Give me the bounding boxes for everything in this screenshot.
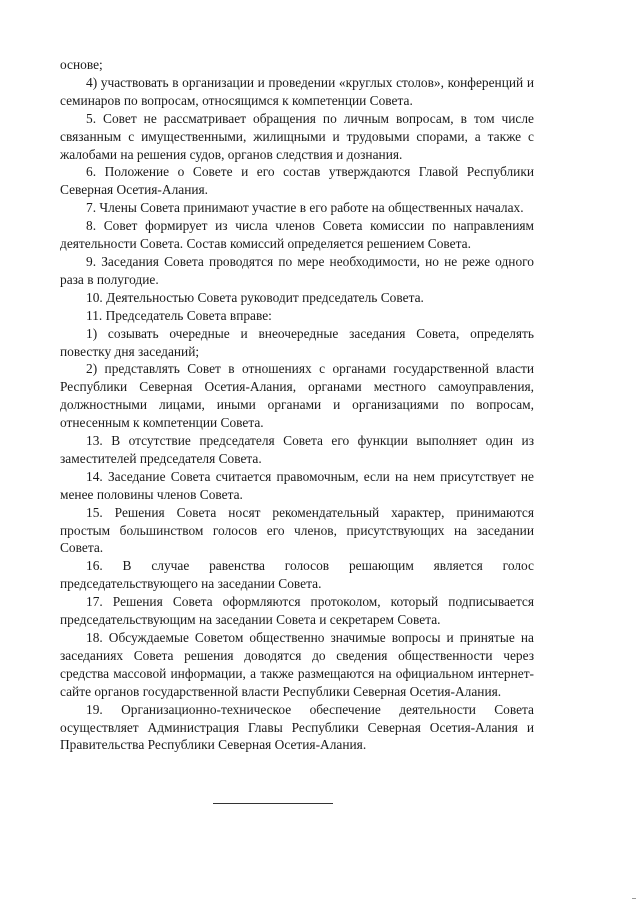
paragraph-11-item-1: 1) созывать очередные и внеочередные заседания Совета, определять повестку дня заседаний; (60, 325, 534, 359)
paragraph-9: 9. Заседания Совета проводятся по мере необходимости, но не реже одного раза в полугодие. (60, 253, 534, 287)
paragraph-item-4: 4) участвовать в организации и проведении «круглых столов», конференций и семинаров по вопросам, относящимся к компетенции Совета. (60, 74, 534, 108)
paragraph-10: 10. Деятельностью Совета руководит председатель Совета. (86, 289, 424, 305)
paragraph-14: 14. Заседание Совета считается правомочным, если на нем присутствует не менее половины членов Совета. (60, 468, 534, 502)
paragraph-8: 8. Совет формирует из числа членов Совета комиссии по направлениям деятельности Совета. Состав комиссий определяется решением Совета. (60, 218, 534, 252)
paragraph-19: 19. Организационно-техническое обеспечение деятельности Совета осуществляет Администрация Главы Республики Северная Осетия-Алания и Правительства Республики Северная Осетия-Алания. (60, 701, 534, 753)
paragraph-continuation: основе; (60, 57, 103, 72)
paragraph-7: 7. Члены Совета принимают участие в его работе на общественных началах. (86, 200, 524, 216)
paragraph-15: 15. Решения Совета носят рекомендательный характер, принимаются простым большинством голосов его членов, присутствующих на заседании Совета. (60, 504, 534, 556)
paragraph-18: 18. Обсуждаемые Советом общественно значимые вопросы и принятые на заседаниях Совета решения доводятся до сведения общественности через средства массовой информации, а также размещаются на официальном интернет-сайте органов государственной власти Республики Северная Осетия-Алания. (60, 630, 534, 699)
paragraph-6: 6. Положение о Совете и его состав утверждаются Главой Республики Северная Осетия-Алания. (60, 164, 534, 198)
paragraph-17: 17. Решения Совета оформляются протоколом, который подписывается председательствующим на заседании Совета и секретарем Совета. (60, 594, 534, 628)
end-divider-line (213, 803, 333, 804)
paragraph-16: 16. В случае равенства голосов решающим является голос председательствующего на заседании Совета. (60, 558, 534, 592)
document-body (60, 56, 534, 754)
paragraph-11-item-2: 2) представлять Совет в отношениях с органами государственной власти Республики Северная Осетия-Алания, органами местного самоуправления, должностными лицами, иными органами и организациями по вопросам, отнесенным к компетенции Совета. (60, 361, 534, 431)
paragraph-11: 11. Председатель Совета вправе: (86, 307, 272, 323)
paragraph-5: 5. Совет не рассматривает обращения по личным вопросам, в том числе связанным с имущественными, жилищными и трудовыми спорами, а также с жалобами на решения судов, органов следствия и дознания. (60, 110, 534, 162)
paragraph-13: 13. В отсутствие председателя Совета его функции выполняет один из заместителей председателя Совета. (60, 433, 534, 466)
scan-mark (632, 898, 636, 899)
